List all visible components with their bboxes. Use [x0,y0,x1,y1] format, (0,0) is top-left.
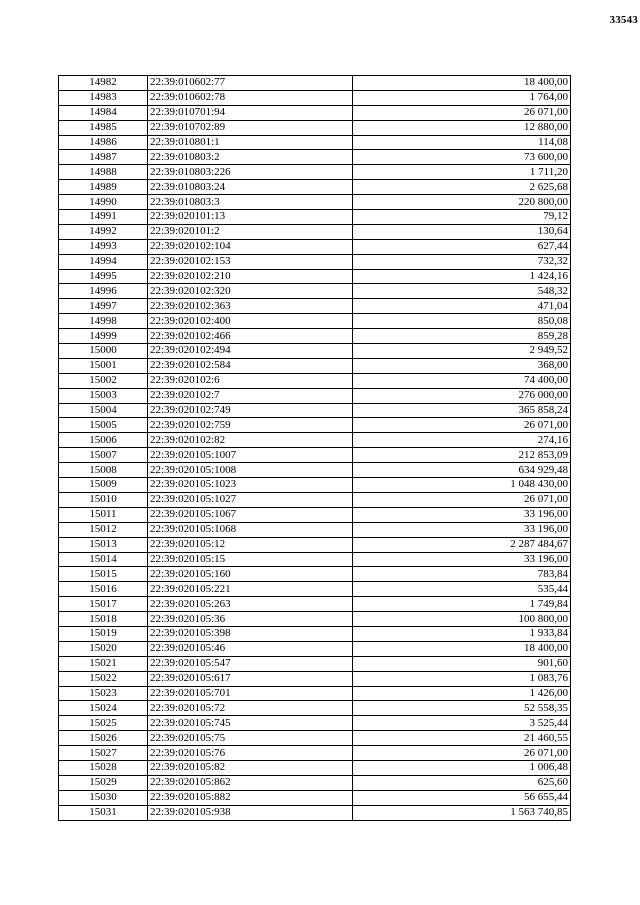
table-row [59,701,571,716]
table-row [59,567,571,582]
table-row [59,224,571,239]
row-number-cell: 14999 [59,329,148,344]
row-number-cell: 15031 [59,805,148,820]
row-number-cell: 15020 [59,641,148,656]
cadastral-number-cell: 22:39:010701:94 [148,105,353,120]
row-number-cell: 15016 [59,582,148,597]
cadastral-value-cell: 1 764,00 [353,90,571,105]
row-number-cell: 14992 [59,224,148,239]
cadastral-number-cell: 22:39:020102:400 [148,314,353,329]
table-row [59,195,571,210]
row-number-cell: 15006 [59,433,148,448]
cadastral-value-cell: 73 600,00 [353,150,571,165]
table-row [59,805,571,820]
row-number-cell: 14985 [59,120,148,135]
table-row [59,537,571,552]
table-row [59,388,571,403]
cadastral-value-cell: 100 800,00 [353,612,571,627]
cadastral-number-cell: 22:39:020105:745 [148,716,353,731]
table-row [59,180,571,195]
cadastral-value-cell: 627,44 [353,239,571,254]
table-row [59,612,571,627]
cadastral-value-cell: 21 460,55 [353,731,571,746]
row-number-cell: 15009 [59,478,148,493]
cadastral-number-cell: 22:39:020102:7 [148,388,353,403]
cadastral-number-cell: 22:39:020105:76 [148,746,353,761]
row-number-cell: 15028 [59,760,148,775]
table-row [59,135,571,150]
row-number-cell: 14991 [59,210,148,225]
cadastral-value-cell: 18 400,00 [353,76,571,91]
table-row [59,358,571,373]
cadastral-value-cell: 1 426,00 [353,686,571,701]
row-number-cell: 14987 [59,150,148,165]
cadastral-number-cell: 22:39:020102:466 [148,329,353,344]
cadastral-value-cell: 859,28 [353,329,571,344]
cadastral-number-cell: 22:39:020101:2 [148,224,353,239]
row-number-cell: 15005 [59,418,148,433]
row-number-cell: 15000 [59,344,148,359]
row-number-cell: 14989 [59,180,148,195]
row-number-cell: 14998 [59,314,148,329]
row-number-cell: 15007 [59,448,148,463]
row-number-cell: 15003 [59,388,148,403]
row-number-cell: 15008 [59,463,148,478]
cadastral-number-cell: 22:39:010803:226 [148,165,353,180]
row-number-cell: 14990 [59,195,148,210]
cadastral-value-cell: 33 196,00 [353,507,571,522]
table-row [59,254,571,269]
cadastral-number-cell: 22:39:020101:13 [148,210,353,225]
row-number-cell: 15017 [59,597,148,612]
cadastral-number-cell: 22:39:020102:494 [148,344,353,359]
row-number-cell: 14983 [59,90,148,105]
cadastral-number-cell: 22:39:020105:882 [148,790,353,805]
cadastral-number-cell: 22:39:020102:749 [148,403,353,418]
table-row [59,552,571,567]
row-number-cell: 15012 [59,522,148,537]
cadastral-number-cell: 22:39:020102:104 [148,239,353,254]
cadastral-value-cell: 130,64 [353,224,571,239]
table-row [59,522,571,537]
table-row [59,478,571,493]
cadastral-number-cell: 22:39:010602:77 [148,76,353,91]
cadastral-value-cell: 114,08 [353,135,571,150]
cadastral-value-cell: 3 525,44 [353,716,571,731]
table-row [59,329,571,344]
cadastral-number-cell: 22:39:020105:160 [148,567,353,582]
row-number-cell: 15004 [59,403,148,418]
cadastral-number-cell: 22:39:020105:1023 [148,478,353,493]
cadastral-value-cell: 12 880,00 [353,120,571,135]
cadastral-number-cell: 22:39:020105:398 [148,626,353,641]
cadastral-number-cell: 22:39:020105:46 [148,641,353,656]
table-row [59,731,571,746]
table-row [59,299,571,314]
row-number-cell: 15030 [59,790,148,805]
table-row [59,210,571,225]
table-row [59,492,571,507]
row-number-cell: 14996 [59,284,148,299]
table-row [59,403,571,418]
row-number-cell: 14997 [59,299,148,314]
row-number-cell: 15027 [59,746,148,761]
table-row [59,90,571,105]
cadastral-number-cell: 22:39:020102:759 [148,418,353,433]
table-row [59,239,571,254]
cadastral-value-table [58,75,571,821]
cadastral-value-cell: 33 196,00 [353,522,571,537]
cadastral-number-cell: 22:39:010803:3 [148,195,353,210]
table-row [59,373,571,388]
row-number-cell: 15001 [59,358,148,373]
cadastral-value-cell: 1 563 740,85 [353,805,571,820]
table-row [59,344,571,359]
table-row [59,507,571,522]
row-number-cell: 15024 [59,701,148,716]
table-row [59,105,571,120]
row-number-cell: 15010 [59,492,148,507]
cadastral-value-cell: 276 000,00 [353,388,571,403]
cadastral-value-cell: 56 655,44 [353,790,571,805]
cadastral-value-cell: 2 949,52 [353,344,571,359]
cadastral-number-cell: 22:39:020102:363 [148,299,353,314]
cadastral-value-cell: 2 287 484,67 [353,537,571,552]
cadastral-value-cell: 548,32 [353,284,571,299]
row-number-cell: 15014 [59,552,148,567]
row-number-cell: 15013 [59,537,148,552]
cadastral-number-cell: 22:39:020105:617 [148,671,353,686]
table-row [59,671,571,686]
table-row [59,418,571,433]
row-number-cell: 15022 [59,671,148,686]
cadastral-number-cell: 22:39:020105:1067 [148,507,353,522]
cadastral-number-cell: 22:39:020105:1007 [148,448,353,463]
row-number-cell: 14984 [59,105,148,120]
table-body [59,76,571,821]
cadastral-value-cell: 625,60 [353,775,571,790]
cadastral-number-cell: 22:39:020105:1027 [148,492,353,507]
table-row [59,775,571,790]
cadastral-value-cell: 535,44 [353,582,571,597]
table-row [59,284,571,299]
cadastral-number-cell: 22:39:020102:6 [148,373,353,388]
cadastral-number-cell: 22:39:020105:15 [148,552,353,567]
table-row [59,150,571,165]
cadastral-number-cell: 22:39:020105:862 [148,775,353,790]
cadastral-value-cell: 1 083,76 [353,671,571,686]
cadastral-value-cell: 1 933,84 [353,626,571,641]
cadastral-value-cell: 18 400,00 [353,641,571,656]
cadastral-value-cell: 1 424,16 [353,269,571,284]
table-row [59,790,571,805]
table-row [59,269,571,284]
table-row [59,597,571,612]
page-number: 33543 [609,14,638,26]
table-row [59,746,571,761]
table-row [59,716,571,731]
cadastral-number-cell: 22:39:020105:1008 [148,463,353,478]
table-row [59,626,571,641]
cadastral-number-cell: 22:39:020105:701 [148,686,353,701]
cadastral-number-cell: 22:39:020102:210 [148,269,353,284]
table-row [59,165,571,180]
row-number-cell: 14986 [59,135,148,150]
cadastral-value-cell: 220 800,00 [353,195,571,210]
cadastral-number-cell: 22:39:020105:263 [148,597,353,612]
cadastral-number-cell: 22:39:020105:12 [148,537,353,552]
cadastral-value-cell: 26 071,00 [353,418,571,433]
cadastral-number-cell: 22:39:020102:153 [148,254,353,269]
table-row [59,582,571,597]
row-number-cell: 14988 [59,165,148,180]
row-number-cell: 15015 [59,567,148,582]
table-row [59,656,571,671]
cadastral-number-cell: 22:39:020105:547 [148,656,353,671]
table-row [59,448,571,463]
cadastral-value-cell: 74 400,00 [353,373,571,388]
cadastral-number-cell: 22:39:020102:320 [148,284,353,299]
cadastral-number-cell: 22:39:020105:82 [148,760,353,775]
row-number-cell: 14994 [59,254,148,269]
cadastral-value-cell: 274,16 [353,433,571,448]
table-row [59,760,571,775]
table-row [59,120,571,135]
cadastral-value-cell: 901,60 [353,656,571,671]
cadastral-value-cell: 368,00 [353,358,571,373]
row-number-cell: 15029 [59,775,148,790]
cadastral-value-cell: 33 196,00 [353,552,571,567]
cadastral-value-cell: 26 071,00 [353,492,571,507]
table-row [59,686,571,701]
cadastral-value-cell: 2 625,68 [353,180,571,195]
cadastral-number-cell: 22:39:010602:78 [148,90,353,105]
row-number-cell: 14993 [59,239,148,254]
cadastral-value-cell: 1 048 430,00 [353,478,571,493]
cadastral-number-cell: 22:39:020105:36 [148,612,353,627]
row-number-cell: 15023 [59,686,148,701]
cadastral-number-cell: 22:39:020105:938 [148,805,353,820]
cadastral-number-cell: 22:39:020105:72 [148,701,353,716]
table-row [59,76,571,91]
cadastral-number-cell: 22:39:020102:82 [148,433,353,448]
cadastral-number-cell: 22:39:010803:2 [148,150,353,165]
row-number-cell: 15026 [59,731,148,746]
cadastral-value-cell: 732,32 [353,254,571,269]
cadastral-number-cell: 22:39:010803:24 [148,180,353,195]
cadastral-number-cell: 22:39:020102:584 [148,358,353,373]
cadastral-value-cell: 1 006,48 [353,760,571,775]
row-number-cell: 14982 [59,76,148,91]
cadastral-value-cell: 365 858,24 [353,403,571,418]
cadastral-value-cell: 634 929,48 [353,463,571,478]
cadastral-value-cell: 212 853,09 [353,448,571,463]
cadastral-value-cell: 26 071,00 [353,746,571,761]
cadastral-number-cell: 22:39:020105:221 [148,582,353,597]
cadastral-number-cell: 22:39:020105:1068 [148,522,353,537]
cadastral-number-cell: 22:39:010702:89 [148,120,353,135]
cadastral-number-cell: 22:39:010801:1 [148,135,353,150]
row-number-cell: 15011 [59,507,148,522]
cadastral-value-cell: 471,04 [353,299,571,314]
cadastral-value-cell: 52 558,35 [353,701,571,716]
row-number-cell: 15018 [59,612,148,627]
row-number-cell: 15002 [59,373,148,388]
row-number-cell: 15025 [59,716,148,731]
cadastral-value-cell: 850,08 [353,314,571,329]
row-number-cell: 14995 [59,269,148,284]
cadastral-value-cell: 1 711,20 [353,165,571,180]
cadastral-value-cell: 79,12 [353,210,571,225]
cadastral-value-cell: 1 749,84 [353,597,571,612]
cadastral-value-cell: 26 071,00 [353,105,571,120]
cadastral-number-cell: 22:39:020105:75 [148,731,353,746]
table-row [59,463,571,478]
row-number-cell: 15019 [59,626,148,641]
row-number-cell: 15021 [59,656,148,671]
table-row [59,433,571,448]
table-row [59,314,571,329]
table-row [59,641,571,656]
cadastral-value-cell: 783,84 [353,567,571,582]
